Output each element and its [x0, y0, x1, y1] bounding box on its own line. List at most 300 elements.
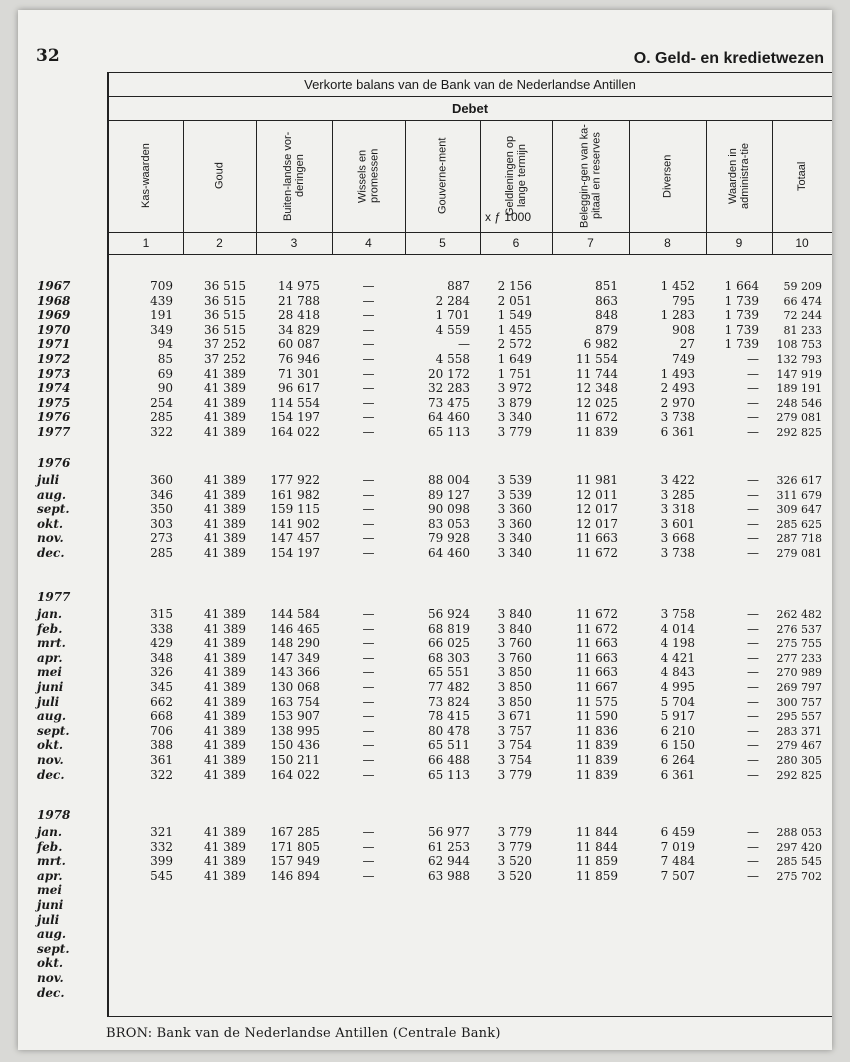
table-cell: 4 558	[435, 352, 470, 366]
row-label: mei	[37, 883, 62, 898]
table-cell: —	[362, 531, 375, 546]
table-cell: 322	[150, 425, 173, 439]
table-cell: —	[747, 621, 759, 636]
table-cell: 3 850	[497, 665, 532, 680]
table-cell: 315	[150, 607, 173, 621]
table-cell: —	[362, 425, 375, 439]
table-cell: 4 421	[660, 650, 695, 665]
table-cell: —	[747, 709, 759, 724]
table-cell: 138 995	[270, 723, 320, 738]
table-cell: 66 488	[428, 753, 470, 767]
table-cell: 164 022	[270, 767, 320, 782]
table-cell: 277 233	[776, 651, 822, 665]
table-cell: 295 557	[776, 710, 822, 724]
column-divider	[772, 120, 773, 254]
column-number: 6	[512, 236, 520, 250]
table-cell: —	[362, 395, 375, 410]
table-cell: 41 389	[204, 723, 246, 738]
table-cell: —	[747, 425, 759, 439]
table-cell: 300 757	[776, 695, 822, 709]
column-header: Waarden in administra-tie	[727, 142, 751, 210]
table-cell: 248 546	[776, 396, 822, 410]
table-cell: 79 928	[428, 531, 470, 546]
table-cell: 88 004	[428, 473, 470, 487]
table-cell: —	[362, 308, 375, 323]
table-cell: 1 739	[724, 293, 759, 308]
table-cell: 64 460	[428, 546, 470, 560]
table-cell: —	[362, 410, 375, 425]
table-cell: 11 672	[576, 410, 618, 425]
table-cell: 147 349	[270, 650, 320, 665]
table-cell: 41 389	[204, 425, 246, 439]
table-cell: 146 465	[270, 621, 320, 636]
table-cell: 41 389	[204, 709, 246, 724]
source-note: BRON: Bank van de Nederlandse Antillen (Centrale Bank)	[106, 1026, 501, 1041]
table-cell: 66 474	[783, 294, 822, 308]
table-cell: 269 797	[776, 681, 822, 694]
table-cell: 6 361	[660, 425, 695, 439]
table-cell: 4 198	[660, 636, 695, 651]
table-cell: 11 590	[576, 709, 618, 724]
table-cell: 1 452	[660, 279, 695, 293]
table-cell: 349	[150, 322, 173, 337]
column-number: 5	[439, 236, 446, 250]
row-label: 1977	[37, 425, 71, 439]
table-cell: 89 127	[428, 487, 470, 502]
table-cell: 262 482	[776, 608, 822, 621]
row-label: 1973	[37, 366, 71, 381]
table-cell: 132 793	[776, 353, 822, 366]
table-cell: 303	[150, 516, 173, 531]
table-cell: 143 366	[270, 665, 320, 680]
section-title: O. Geld- en kredietwezen	[633, 50, 824, 67]
table-cell: 3 758	[660, 607, 695, 621]
table-cell: 3 601	[660, 516, 695, 531]
table-cell: 273	[150, 531, 173, 546]
table-cell: 150 211	[270, 753, 320, 767]
table-cell: 254	[150, 395, 173, 410]
table-cell: 157 949	[270, 854, 320, 869]
page	[18, 10, 832, 1050]
table-cell: 11 663	[576, 665, 618, 680]
table-cell: 11 839	[576, 425, 618, 439]
table-cell: 4 995	[660, 680, 695, 694]
table-cell: 150 436	[270, 738, 320, 753]
row-label: 1970	[37, 322, 71, 337]
table-cell: 154 197	[270, 410, 320, 425]
table-cell: 360	[150, 473, 173, 487]
table-cell: 41 389	[204, 868, 246, 883]
table-cell: 41 389	[204, 607, 246, 621]
table-cell: —	[362, 694, 375, 709]
table-cell: 1 739	[724, 337, 759, 352]
column-number: 2	[216, 236, 223, 250]
table-cell: 161 982	[270, 487, 320, 502]
table-cell: 11 663	[576, 531, 618, 546]
column-header: Totaal	[796, 161, 808, 191]
table-cell: —	[747, 650, 759, 665]
table-cell: 326	[150, 665, 173, 680]
table-cell: 1 739	[724, 322, 759, 337]
table-cell: 279 467	[776, 739, 822, 753]
table-cell: —	[362, 322, 375, 337]
table-cell: —	[362, 381, 375, 396]
row-label: apr.	[37, 650, 63, 665]
table-cell: 191	[150, 308, 173, 323]
row-label: jan.	[37, 607, 63, 621]
table-cell: 795	[672, 293, 695, 308]
table-cell: 11 836	[576, 723, 618, 738]
table-cell: 3 779	[497, 767, 532, 782]
table-cell: 11 663	[576, 650, 618, 665]
row-label: okt.	[37, 516, 64, 531]
table-cell: —	[362, 738, 375, 753]
row-label: sept.	[37, 502, 70, 517]
table-cell: 11 575	[576, 694, 618, 709]
table-cell: 36 515	[204, 322, 246, 337]
table-cell: 154 197	[270, 546, 320, 560]
table-cell: 285	[150, 410, 173, 425]
table-cell: 83 053	[428, 516, 470, 531]
section-year-heading: 1976	[37, 456, 71, 470]
table-cell: 69	[157, 366, 173, 381]
table-cell: 11 844	[576, 825, 618, 839]
table-cell: —	[362, 854, 375, 869]
table-cell: 77 482	[428, 680, 470, 694]
table-cell: 3 539	[497, 487, 532, 502]
table-cell: 12 011	[576, 487, 618, 502]
table-cell: 90 098	[428, 502, 470, 517]
table-cell: 3 318	[660, 502, 695, 517]
row-label: juli	[37, 694, 60, 709]
table-cell: 171 805	[270, 839, 320, 854]
table-cell: —	[458, 337, 470, 352]
row-label: mei	[37, 665, 62, 680]
table-cell: 11 839	[576, 753, 618, 767]
table-cell: 14 975	[278, 279, 320, 293]
table-cell: 72 244	[783, 309, 822, 323]
table-cell: 3 520	[497, 854, 532, 869]
column-header: Beleggin-gen van ka-pitaal en reserves	[578, 124, 603, 228]
header-number-bottom-rule	[107, 254, 832, 255]
table-cell: 6 264	[660, 753, 695, 767]
table-cell: 3 520	[497, 868, 532, 883]
table-cell: —	[747, 473, 759, 487]
table-cell: 2 970	[660, 395, 695, 410]
table-cell: 61 253	[428, 839, 470, 854]
table-cell: —	[362, 767, 375, 782]
column-divider	[629, 120, 630, 254]
table-cell: 1 664	[724, 279, 759, 293]
table-cell: 338	[150, 621, 173, 636]
table-cell: —	[362, 650, 375, 665]
column-number: 10	[795, 236, 809, 250]
row-label: aug.	[37, 709, 67, 724]
table-cell: 3 422	[660, 473, 695, 487]
table-cell: 36 515	[204, 308, 246, 323]
table-cell: 309 647	[776, 503, 822, 517]
table-cell: 3 840	[497, 607, 532, 621]
table-cell: 2 572	[497, 337, 532, 352]
table-cell: 6 982	[583, 337, 618, 352]
table-cell: 78 415	[428, 709, 470, 724]
table-cell: 3 757	[497, 723, 532, 738]
table-cell: 32 283	[428, 381, 470, 396]
table-cell: 12 017	[576, 502, 618, 517]
table-cell: 163 754	[270, 694, 320, 709]
table-top-rule	[107, 72, 832, 73]
table-cell: 1 455	[497, 322, 532, 337]
table-cell: 3 360	[497, 502, 532, 517]
table-cell: 3 779	[497, 425, 532, 439]
table-cell: —	[747, 854, 759, 869]
table-cell: 41 389	[204, 839, 246, 854]
table-cell: 34 829	[278, 322, 320, 337]
table-cell: 3 760	[497, 650, 532, 665]
row-label: 1972	[37, 352, 71, 366]
table-cell: 908	[672, 322, 695, 337]
table-cell: 851	[595, 279, 618, 293]
table-cell: 4 559	[435, 322, 470, 337]
table-cell: 41 389	[204, 767, 246, 782]
table-cell: 1 751	[497, 366, 532, 381]
table-cell: 292 825	[776, 426, 822, 439]
table-cell: 6 361	[660, 767, 695, 782]
table-cell: 41 389	[204, 665, 246, 680]
table-cell: 68 819	[428, 621, 470, 636]
table-cell: —	[362, 680, 375, 694]
column-number: 4	[365, 236, 372, 250]
row-label: nov.	[37, 531, 64, 546]
table-cell: 41 389	[204, 487, 246, 502]
table-cell: —	[747, 487, 759, 502]
row-label: juni	[37, 680, 64, 694]
table-cell: 439	[150, 293, 173, 308]
table-cell: —	[362, 621, 375, 636]
row-label: 1975	[37, 395, 71, 410]
table-cell: 2 493	[660, 381, 695, 396]
table-cell: —	[362, 607, 375, 621]
table-cell: 275 702	[776, 869, 822, 883]
table-cell: 37 252	[204, 352, 246, 366]
table-cell: 108 753	[776, 338, 822, 352]
table-cell: 350	[150, 502, 173, 517]
table-cell: 41 389	[204, 381, 246, 396]
column-header: Kas-waarden	[140, 143, 152, 209]
table-cell: 62 944	[428, 854, 470, 869]
table-cell: 11 839	[576, 767, 618, 782]
table-cell: 164 022	[270, 425, 320, 439]
table-cell: 297 420	[776, 840, 822, 854]
column-divider	[183, 120, 184, 254]
table-cell: 28 418	[278, 308, 320, 323]
table-cell: 863	[595, 293, 618, 308]
table-cell: 326 617	[776, 474, 822, 487]
row-label: aug.	[37, 487, 67, 502]
row-label: okt.	[37, 738, 64, 753]
table-cell: —	[747, 410, 759, 425]
table-cell: 6 150	[660, 738, 695, 753]
table-cell: 63 988	[428, 868, 470, 883]
table-cell: 6 459	[660, 825, 695, 839]
table-cell: 285 625	[776, 517, 822, 531]
column-divider	[332, 120, 333, 254]
table-cell: 276 537	[776, 622, 822, 636]
row-label: juli	[37, 473, 60, 487]
row-label: dec.	[37, 546, 65, 560]
table-cell: 41 389	[204, 473, 246, 487]
row-label: 1969	[37, 308, 71, 323]
table-cell: 879	[595, 322, 618, 337]
table-cell: 41 389	[204, 825, 246, 839]
header-number-top-rule	[107, 232, 832, 233]
table-cell: 388	[150, 738, 173, 753]
page-number: 32	[36, 46, 60, 66]
table-cell: —	[747, 694, 759, 709]
table-cell: 285 545	[776, 855, 822, 869]
table-cell: 41 389	[204, 516, 246, 531]
table-cell: 3 671	[497, 709, 532, 724]
table-cell: 11 859	[576, 868, 618, 883]
table-cell: 2 051	[497, 293, 532, 308]
table-cell: 3 850	[497, 694, 532, 709]
table-cell: —	[747, 839, 759, 854]
table-cell: 3 738	[660, 410, 695, 425]
table-cell: 279 081	[776, 547, 822, 560]
row-label: jan.	[37, 825, 63, 839]
title-rule	[107, 96, 832, 97]
unit-label: x ƒ 1000	[484, 210, 532, 224]
column-number: 8	[664, 236, 671, 250]
table-cell: —	[747, 607, 759, 621]
section-year-heading: 1977	[37, 590, 71, 604]
table-cell: 11 672	[576, 546, 618, 560]
table-cell: 59 209	[783, 280, 822, 293]
table-cell: 275 755	[776, 637, 822, 651]
table-cell: 887	[447, 279, 470, 293]
table-cell: —	[362, 546, 375, 560]
table-cell: 146 894	[270, 868, 320, 883]
table-cell: 85	[157, 352, 173, 366]
table-cell: 11 859	[576, 854, 618, 869]
table-cell: 90	[157, 381, 173, 396]
table-cell: 4 843	[660, 665, 695, 680]
table-cell: 288 053	[776, 826, 822, 839]
table-cell: 848	[595, 308, 618, 323]
table-cell: 73 475	[428, 395, 470, 410]
table-title: Verkorte balans van de Bank van de Nederlandse Antillen	[304, 77, 636, 92]
table-cell: 36 515	[204, 293, 246, 308]
row-label: 1967	[37, 279, 71, 293]
table-cell: 3 668	[660, 531, 695, 546]
column-number: 7	[587, 236, 594, 250]
table-cell: 11 844	[576, 839, 618, 854]
table-cell: 147 919	[776, 367, 822, 381]
table-cell: 1 549	[497, 308, 532, 323]
table-cell: —	[747, 753, 759, 767]
table-cell: —	[362, 753, 375, 767]
table-cell: 5 917	[660, 709, 695, 724]
table-cell: 41 389	[204, 694, 246, 709]
row-label: okt.	[37, 956, 64, 971]
table-cell: —	[362, 502, 375, 517]
table-cell: 3 340	[497, 546, 532, 560]
table-cell: 348	[150, 650, 173, 665]
column-divider	[256, 120, 257, 254]
table-cell: 1 283	[660, 308, 695, 323]
table-cell: 41 389	[204, 366, 246, 381]
table-cell: 60 087	[278, 337, 320, 352]
row-label: nov.	[37, 971, 64, 985]
table-cell: —	[362, 839, 375, 854]
row-label: juni	[37, 898, 64, 912]
table-cell: 12 025	[576, 395, 618, 410]
table-cell: 11 981	[576, 473, 618, 487]
table-cell: —	[362, 366, 375, 381]
table-cell: 279 081	[776, 411, 822, 425]
table-cell: —	[362, 825, 375, 839]
table-cell: 12 017	[576, 516, 618, 531]
table-cell: 141 902	[270, 516, 320, 531]
table-cell: —	[362, 868, 375, 883]
table-cell: —	[747, 680, 759, 694]
column-header: Geldleningen op lange termijn	[504, 135, 528, 217]
table-cell: 56 977	[428, 825, 470, 839]
table-cell: 399	[150, 854, 173, 869]
table-cell: 545	[150, 868, 173, 883]
table-cell: 7 019	[660, 839, 695, 854]
table-cell: 65 113	[428, 425, 470, 439]
table-cell: 12 348	[576, 381, 618, 396]
table-cell: 3 754	[497, 738, 532, 753]
table-cell: 321	[150, 825, 173, 839]
table-cell: 20 172	[428, 366, 470, 381]
table-cell: —	[747, 516, 759, 531]
table-cell: 11 672	[576, 621, 618, 636]
table-cell: 3 539	[497, 473, 532, 487]
table-bottom-rule	[107, 1016, 832, 1017]
row-label: 1971	[37, 337, 71, 352]
table-cell: 709	[150, 279, 173, 293]
table-cell: —	[747, 546, 759, 560]
column-divider	[480, 120, 481, 254]
table-cell: —	[362, 665, 375, 680]
table-cell: 11 667	[576, 680, 618, 694]
table-cell: —	[747, 723, 759, 738]
table-cell: 41 389	[204, 680, 246, 694]
table-cell: 429	[150, 636, 173, 651]
table-cell: 177 922	[270, 473, 320, 487]
table-cell: 3 340	[497, 531, 532, 546]
table-cell: 283 371	[776, 724, 822, 738]
table-cell: 41 389	[204, 753, 246, 767]
row-label: mrt.	[37, 636, 66, 651]
column-number: 9	[735, 236, 743, 250]
table-cell: —	[362, 293, 375, 308]
table-cell: 7 484	[660, 854, 695, 869]
table-cell: 11 554	[576, 352, 618, 366]
row-label: dec.	[37, 985, 65, 1000]
table-cell: 668	[150, 709, 173, 724]
table-cell: 41 389	[204, 738, 246, 753]
table-cell: —	[362, 487, 375, 502]
table-cell: 41 389	[204, 636, 246, 651]
row-label: nov.	[37, 753, 64, 767]
table-cell: —	[747, 665, 759, 680]
row-label: dec.	[37, 767, 65, 782]
row-label: sept.	[37, 723, 70, 738]
table-cell: 706	[150, 723, 173, 738]
